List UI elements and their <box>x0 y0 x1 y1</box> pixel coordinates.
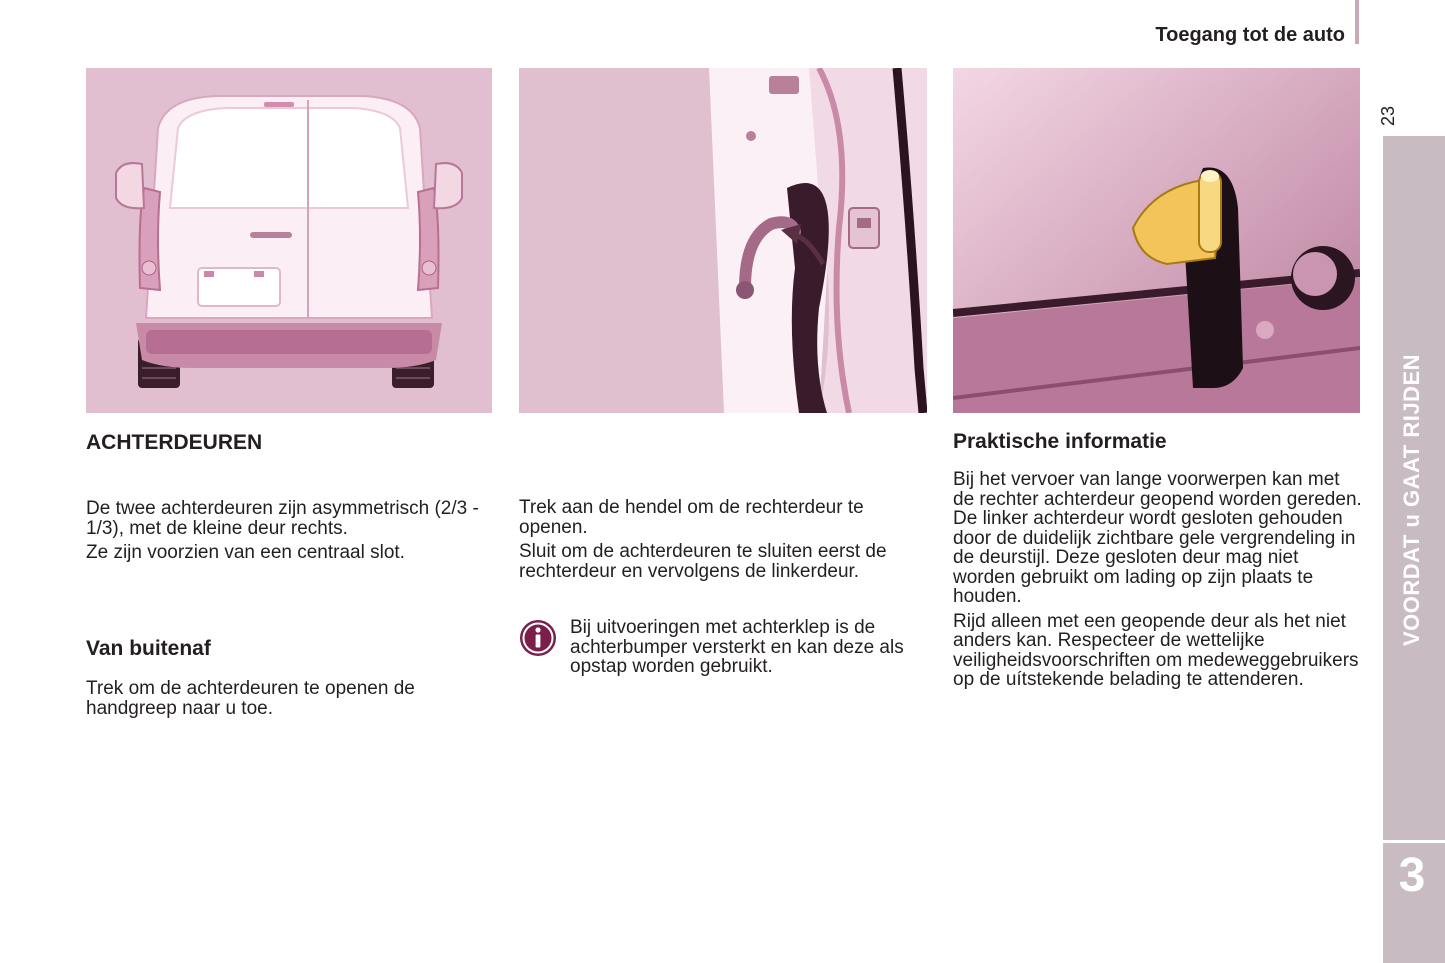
intro-paragraph: De twee achterdeuren zijn asymmetrisch (2/3 - 1/3), met de kleine deur rechts. <box>86 498 479 539</box>
column2-text <box>519 498 924 586</box>
header-divider <box>1355 0 1359 44</box>
achterdeuren-intro <box>86 499 498 568</box>
chapter-title: VOORDAT u GAAT RIJDEN <box>1399 353 1424 647</box>
column2-paragraph: Sluit om de achterdeuren te sluiten eerst de rechterdeur en vervolgens de linkerdeur. <box>519 541 887 582</box>
section-title: Toegang tot de auto <box>1155 24 1345 46</box>
van-buitenaf-paragraph: Trek om de achterdeuren te openen de handgreep naar u toe. <box>86 678 415 719</box>
door-handle-illustration <box>519 68 927 413</box>
van-rear-view-illustration <box>86 68 492 413</box>
praktische-informatie-text <box>953 470 1363 695</box>
info-note <box>570 618 928 682</box>
praktische-paragraph: Rijd alleen met een geopende deur als het niet anders kan. Respecteer de wettelijke veiligheidsvoorschriften om medeweggebruikers op de uítstekende belading te attenderen. <box>953 610 1359 690</box>
column2-paragraph: Trek aan de hendel om de rechterdeur te openen. <box>519 497 864 538</box>
info-note-text: Bij uitvoeringen met achterklep is de achterbumper versterkt en kan deze als opstap worden gebruikt. <box>570 617 904 677</box>
chapter-title-wrap <box>1381 136 1443 836</box>
page-number: 23 <box>1378 105 1398 127</box>
van-buitenaf-text <box>86 679 498 723</box>
chapter-divider <box>1383 840 1445 843</box>
info-icon <box>519 619 557 657</box>
chapter-number: 3 <box>1398 849 1426 902</box>
praktische-paragraph: Bij het vervoer van lange voorwerpen kan met de rechter achterdeur geopend worden gereden. De linker achterdeur wordt gesloten gehouden door de duidelijk zichtbare gele vergrendeling in de deurstijl. Deze gesloten deur mag niet worden gebruikt om lading op zijn plaats te houden. <box>953 469 1362 607</box>
praktische-informatie-heading: Praktische informatie <box>953 430 1167 453</box>
intro-paragraph: Ze zijn voorzien van een centraal slot. <box>86 542 405 563</box>
van-buitenaf-heading: Van buitenaf <box>86 637 211 660</box>
chapter-side-tab <box>1383 136 1445 963</box>
door-lock-latch-illustration <box>953 68 1360 413</box>
achterdeuren-heading: ACHTERDEUREN <box>86 431 263 454</box>
